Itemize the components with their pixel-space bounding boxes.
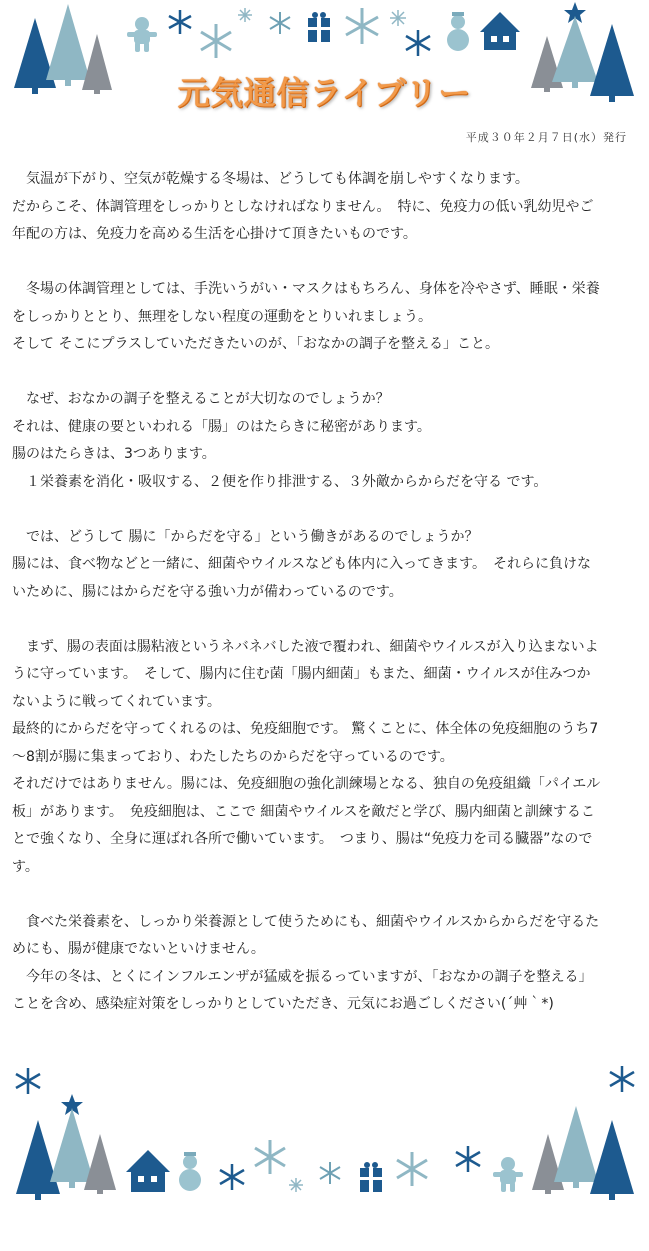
tree-icon <box>16 1120 60 1200</box>
gingerbread-icon <box>127 17 157 52</box>
text-line: 冬場の体調管理としては、手洗いうがい・マスクはもちろん、身体を冷やさず、睡眠・栄養 <box>12 281 600 297</box>
gift-icon <box>308 12 330 42</box>
article-body <box>12 166 640 1019</box>
tree-icon <box>554 1106 598 1188</box>
snowflake-icon <box>289 1178 303 1192</box>
snowman-icon <box>179 1152 201 1191</box>
text-line: では、どうして 腸に「からだを守る」という働きがあるのでしょうか？ <box>12 528 479 545</box>
snowflake-icon <box>346 8 378 44</box>
text-line: まず、腸の表面は腸粘液というネバネバした液で覆われ、細菌やウイルスが入り込まないよ <box>12 638 599 655</box>
text-line: 腸のはたらきは、3つあります。 <box>12 446 216 462</box>
text-line: うに守っています。 そして、腸内に住む菌「腸内細菌」もまた、細菌・ウイルスが住みつか <box>12 666 591 682</box>
text-line: いために、腸にはからだを守る強い力が備わっているのです。 <box>12 583 403 600</box>
snowflake-icon <box>169 10 191 34</box>
snowflake-icon <box>610 1066 634 1092</box>
text-line: そして そこにプラスしていただきたいのが、「おなかの調子を整える」こと。 <box>12 336 500 352</box>
tree-icon <box>590 1120 634 1200</box>
snowflake-icon <box>456 1146 480 1172</box>
text-line: なぜ、おなかの調子を整えることが大切なのでしょうか？ <box>12 391 390 407</box>
tree-icon <box>532 1134 564 1194</box>
text-line: とで強くなり、全身に運ばれ各所で働いています。 つまり、腸は“免疫力を司る臓器”なので <box>12 831 593 847</box>
text-line: す。 <box>12 858 39 875</box>
newsletter-title: 元気通信ライブリー <box>177 74 472 112</box>
text-line: ～8割が腸に集まっており、わたしたちのからだを守っているのです。 <box>12 748 454 765</box>
snowflake-icon <box>270 12 290 34</box>
text-line: 最終的にからだを守ってくれるのは、免疫細胞です。 驚くことに、体全体の免疫細胞のうち7 <box>12 721 599 737</box>
snowman-icon <box>447 12 469 51</box>
text-line: めにも、腸が健康でないといけません。 <box>12 941 265 957</box>
gift-icon <box>360 1162 382 1192</box>
snowflake-icon <box>406 30 430 56</box>
text-line: それは、健康の要といわれる「腸」のはたらきに秘密があります。 <box>12 418 431 435</box>
tree-icon <box>84 1134 116 1194</box>
text-line: 年配の方は、免疫力を高める生活を心掛けて頂きたいものです。 <box>12 226 417 242</box>
text-line: ないように戦ってくれています。 <box>12 693 221 710</box>
text-line: だからこそ、体調管理をしっかりとしなければなりません。 特に、免疫力の低い乳幼児やご <box>12 198 594 215</box>
snowflake-icon <box>238 8 252 22</box>
snowflake-icon <box>397 1152 427 1186</box>
winter-footer-decoration <box>0 1060 649 1251</box>
snowflake-icon <box>255 1140 285 1174</box>
text-line: 板」があります。 免疫細胞は、ここで 細菌やウイルスを敵だと学び、腸内細菌と訓練するこ <box>12 803 595 820</box>
snowflake-icon <box>16 1068 40 1094</box>
text-line: 食べた栄養素を、しっかり栄養源として使うためにも、細菌やウイルスからからだを守るた <box>12 913 600 930</box>
text-line: １栄養素を消化・吸収する、２便を作り排泄する、３外敵からからだを守る です。 <box>12 473 548 490</box>
snowflake-icon <box>220 1164 244 1190</box>
tree-icon <box>50 1108 94 1188</box>
text-line: をしっかりととり、無理をしない程度の運動をとりいれましょう。 <box>12 308 432 325</box>
snowflake-icon <box>201 24 231 58</box>
house-icon <box>480 12 520 50</box>
text-line: ことを含め、感染症対策をしっかりとしていただき、元気にお過ごしください(´艸｀*) <box>12 996 554 1012</box>
snowflake-icon <box>320 1162 340 1184</box>
gingerbread-icon <box>493 1157 523 1192</box>
text-line: 腸には、食べ物などと一緒に、細菌やウイルスなども体内に入ってきます。 それらに負けな <box>12 556 592 572</box>
text-line: 気温が下がり、空気が乾燥する冬場は、どうしても体調を崩しやすくなります。 <box>12 171 529 187</box>
text-line: それだけではありません。腸には、免疫細胞の強化訓練場となる、独自の免疫組織「パイエル <box>12 776 601 792</box>
text-line: 今年の冬は、とくにインフルエンザが猛威を振るっていますが、「おなかの調子を整える」 <box>12 968 593 985</box>
publish-date: 平成３０年２月７日(水）発行 <box>465 131 627 144</box>
house-icon <box>126 1150 170 1192</box>
snowflake-icon <box>390 10 406 26</box>
